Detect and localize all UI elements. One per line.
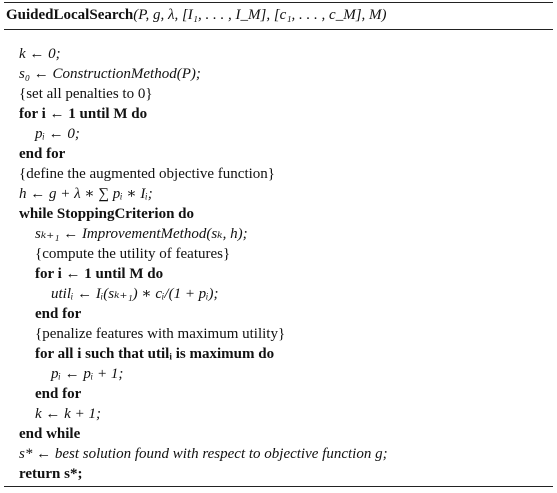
algo-line: end for [35,386,82,402]
algo-line: {penalize features with maximum utility} [35,326,286,342]
algo-line: end for [35,306,82,322]
bottom-rule [4,486,553,487]
algorithm-name: GuidedLocalSearch [6,7,134,23]
algo-line: h ← g + λ ∗ ∑ pᵢ ∗ Iᵢ; [19,186,153,202]
algorithm-header [6,4,387,26]
algo-line: pᵢ ← 0; [35,126,80,142]
algo-line: for i ← 1 until M do [35,266,164,282]
algo-line: s₀ ← ConstructionMethod(P); [19,66,201,82]
algo-line: {set all penalties to 0} [19,86,153,102]
algorithm-args: (P, g, λ, [I₁, . . . , I_M], [c₁, . . . , c_M], M) [133,7,387,23]
algo-line: while StoppingCriterion do [19,206,195,222]
algorithm-body [0,44,557,484]
algo-line: {compute the utility of features} [35,246,231,262]
algo-line: end while [19,426,81,442]
algo-line: for all i such that utilᵢ is maximum do [35,346,275,362]
algo-line: utilᵢ ← Iᵢ(sₖ₊₁) ∗ cᵢ/(1 + pᵢ); [51,286,219,302]
algo-line: k ← k + 1; [35,406,101,422]
algo-line: end for [19,146,66,162]
algo-line: k ← 0; [19,46,61,62]
algo-line: s* ← best solution found with respect to objective function g; [19,446,388,462]
algo-line: pᵢ ← pᵢ + 1; [51,366,124,382]
header-rule [4,29,553,30]
top-rule [4,2,553,3]
algo-line: for i ← 1 until M do [19,106,148,122]
algo-line: sₖ₊₁ ← ImprovementMethod(sₖ, h); [35,226,248,242]
algo-line: return s*; [19,466,83,482]
algo-line: {define the augmented objective function} [19,166,275,182]
